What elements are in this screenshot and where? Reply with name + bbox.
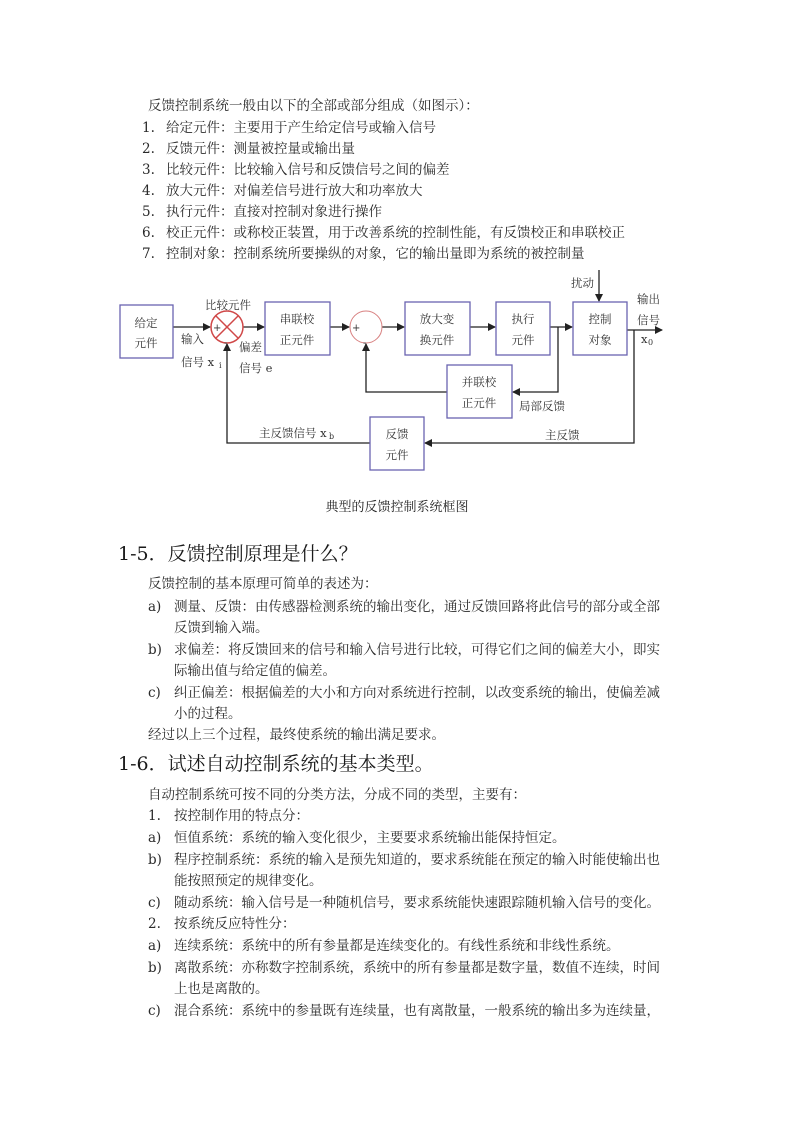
group-heading [148,914,296,934]
main-feedback-signal-label: 主反馈信号 x [259,426,327,440]
feedback-control-block-diagram [0,0,794,520]
list-number: 2. [148,916,161,932]
feedback-block [370,417,424,470]
input-signal-label: 信号 x [181,355,215,369]
output-variable: x [641,332,648,346]
setpoint-block [120,305,173,358]
input-subscript: i [219,361,222,370]
list-number: 1. [148,808,161,824]
block-label: 对象 [588,333,612,347]
block-label: 反馈 [385,427,409,441]
intro-lead: 反馈控制系统一般由以下的全部或部分组成（如图示）： [148,98,479,114]
list-marker: b) [148,852,162,868]
block-label: 换元件 [419,333,455,347]
list-text: 离散系统：亦称数字控制系统，系统中的所有参量都是数字量，数值不连续，时间 [174,960,660,976]
error-signal-label: 信号 e [239,361,273,375]
list-item [148,958,660,978]
list-number: 5. [142,204,155,220]
output-signal-label: 信号 [637,313,660,327]
block-label: 执行 [511,312,535,326]
block-label: 并联校 [461,375,497,389]
list-marker: b) [148,642,162,658]
input-signal-label: 输入 [181,332,204,346]
actuator-block [496,302,550,355]
output-signal-label: 输出 [637,292,660,306]
main-feedback-label: 主反馈 [545,428,580,442]
list-continuation: 上也是离散的。 [174,981,269,997]
list-number: 7. [142,246,155,262]
list-item [148,893,660,913]
list-text: 比较元件：比较输入信号和反馈信号之间的偏差 [166,162,450,178]
minus-sign: - [224,338,228,349]
plant-block [573,302,627,355]
list-text: 测量、反馈：由传感器检测系统的输出变化，通过反馈回路将此信号的部分或全部 [174,599,660,615]
list-text: 随动系统：输入信号是一种随机信号，要求系统能快速跟踪随机输入信号的变化。 [174,895,660,911]
section-conclusion: 经过以上三个过程，最终使系统的输出满足要求。 [148,727,445,743]
list-text: 恒值系统：系统的输入变化很少，主要要求系统输出能保持恒定。 [174,830,566,846]
list-text: 校正元件：或称校正装置，用于改善系统的控制性能，有反馈校正和串联校正 [166,225,625,241]
list-continuation: 能按照预定的规律变化。 [174,873,323,889]
list-number: 3. [142,162,155,178]
list-number: 4. [142,183,155,199]
list-text: 程序控制系统：系统的输入是预先知道的，要求系统能在预定的输入时能使输出也 [174,852,660,868]
section-lead: 自动控制系统可按不同的分类方法，分成不同的类型，主要有： [148,787,526,803]
list-text: 给定元件：主要用于产生给定信号或输入信号 [166,120,436,136]
list-item [148,683,660,703]
list-text: 混合系统：系统中的参量既有连续量，也有离散量，一般系统的输出多为连续量， [174,1003,660,1019]
group-heading [148,806,309,826]
series-compensator-block [265,302,330,355]
list-number: 6. [142,225,155,241]
block-label: 控制 [588,312,612,326]
list-item [148,597,660,617]
block-label: 正元件 [461,396,497,410]
minus-sign: - [363,338,367,349]
list-number: 1. [142,120,155,136]
list-marker: a) [148,599,162,615]
section-lead: 反馈控制的基本原理可简单的表述为： [148,576,378,592]
list-text: 纠正偏差：根据偏差的大小和方向对系统进行控制，以改变系统的输出，使偏差减 [174,685,660,701]
group-title: 按系统反应特性分： [174,916,296,932]
block-label: 正元件 [279,333,315,347]
plus-sign: + [213,323,222,334]
list-item [148,850,660,870]
disturbance-label: 扰动 [571,276,594,290]
block-label: 放大变 [419,312,455,326]
group-title: 按控制作用的特点分： [174,808,309,824]
list-marker: a) [148,938,162,954]
feedback-subscript: b [329,432,335,441]
error-signal-label: 偏差 [239,340,262,354]
list-text: 反馈元件：测量被控量或输出量 [166,141,355,157]
output-subscript: 0 [648,338,654,347]
list-text: 执行元件：直接对控制对象进行操作 [166,204,382,220]
list-item [148,828,566,848]
local-feedback-label: 局部反馈 [519,399,565,413]
list-continuation: 际输出值与给定值的偏差。 [174,663,336,679]
diagram-caption: 典型的反馈控制系统框图 [325,500,469,515]
list-marker: a) [148,830,162,846]
plus-sign: + [352,323,361,334]
list-item [148,1001,660,1021]
list-text: 控制对象：控制系统所要操纵的对象，它的输出量即为系统的被控制量 [166,246,585,262]
block-label: 给定 [134,316,158,330]
section-heading-1-5: 1-5．反馈控制原理是什么？ [118,543,358,565]
section-heading-1-6: 1-6．试述自动控制系统的基本类型。 [118,753,434,775]
list-text: 求偏差：将反馈回来的信号和输入信号进行比较，可得它们之间的偏差大小，即实 [174,642,660,658]
block-label: 元件 [385,448,409,462]
parallel-compensator-block [447,365,512,418]
block-label: 元件 [511,333,535,347]
list-continuation: 反馈到输入端。 [174,620,269,636]
amplifier-block [405,302,470,355]
list-marker: b) [148,960,162,976]
list-item [148,936,620,956]
comparator-label: 比较元件 [205,298,251,312]
list-number: 2. [142,141,155,157]
list-item [148,640,660,660]
list-continuation: 小的过程。 [174,706,242,722]
list-marker: c) [148,895,161,911]
block-label: 元件 [134,336,158,350]
block-label: 串联校 [279,312,315,326]
list-marker: c) [148,1003,161,1019]
list-text: 连续系统：系统中的所有参量都是连续变化的。有线性系统和非线性系统。 [174,938,620,954]
list-marker: c) [148,685,161,701]
list-text: 放大元件：对偏差信号进行放大和功率放大 [166,183,423,199]
